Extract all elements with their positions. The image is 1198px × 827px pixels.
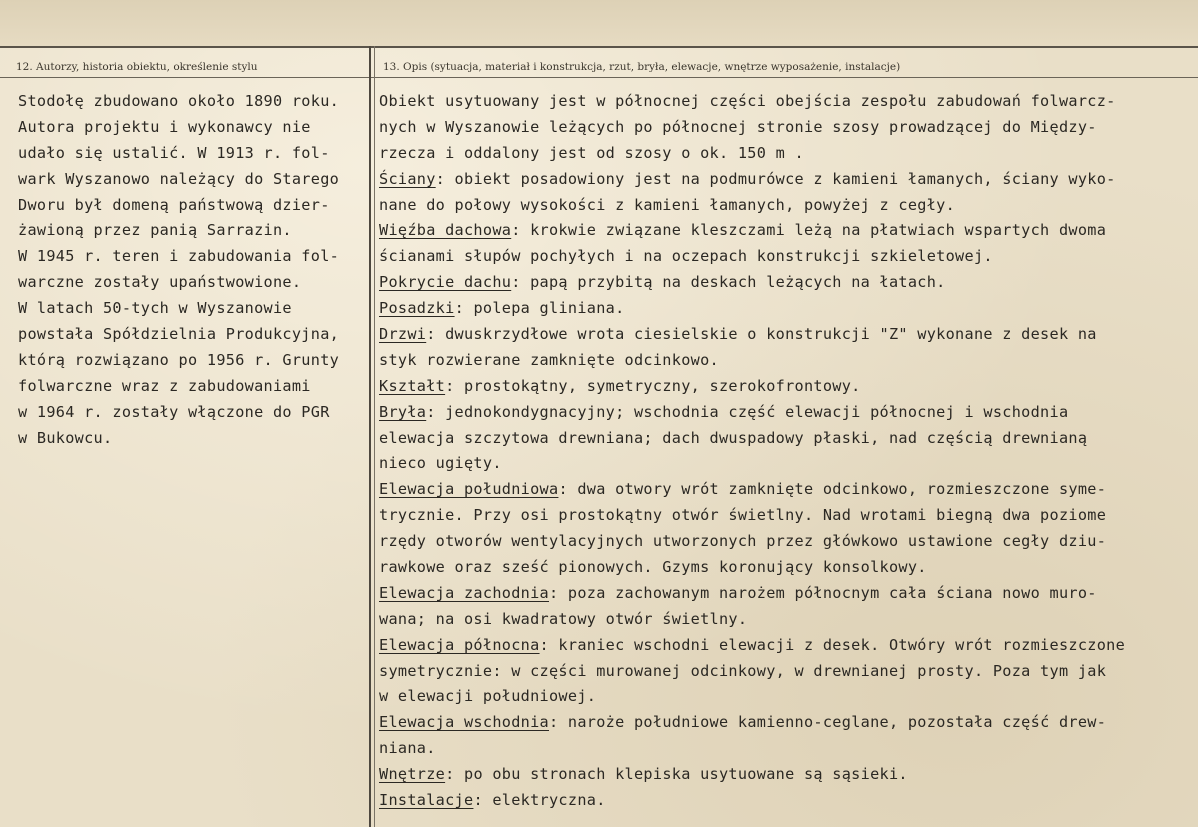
description-text-run: rzędy otworów wentylacyjnych utworzonych przez główkowo ustawione cegły dziu- xyxy=(379,532,1107,551)
description-line xyxy=(379,451,1194,477)
section-heading: Bryła xyxy=(379,402,427,421)
description-line xyxy=(379,581,1194,607)
description-line xyxy=(379,426,1194,452)
column-12-header: 12. Autorzy, historia obiektu, określenie stylu xyxy=(16,61,258,73)
description-line xyxy=(379,115,1194,141)
description-text-run: : prostokątny, symetryczny, szerokofrontowy. xyxy=(445,376,861,395)
description-line xyxy=(379,529,1194,555)
description-line xyxy=(379,659,1194,685)
description-text-run: : naroże południowe kamienno-ceglane, pozostała część drew- xyxy=(549,713,1107,732)
description-line xyxy=(379,762,1194,788)
description-text-run: : po obu stronach klepiska usytuowane są sąsieki. xyxy=(445,765,908,784)
description-line xyxy=(379,322,1194,348)
history-line: Stodołę zbudowano około 1890 roku. xyxy=(18,92,340,110)
section-heading: Pokrycie dachu xyxy=(379,273,512,292)
history-line: w Bukowcu. xyxy=(18,428,113,447)
top-border-line xyxy=(0,46,1198,48)
description-text-run: nane do połowy wysokości z kamieni łamanych, powyżej z cegły. xyxy=(379,195,956,214)
description-text-run: : jednokondygnacyjny; wschodnia część elewacji północnej i wschodnia xyxy=(426,402,1069,421)
header-separator-line xyxy=(0,77,1198,78)
section-heading: Drzwi xyxy=(379,325,427,344)
history-line: Dworu był domeną państwową dzier- xyxy=(18,195,330,214)
description-text-run: : krokwie związane kleszczami leżą na płatwiach wspartych dwoma xyxy=(511,221,1107,240)
description-text-run: symetrycznie: w części murowanej odcinkowy, w drewnianej prosty. Poza tym jak xyxy=(379,661,1107,680)
history-line: powstała Spółdzielnia Produkcyjna, xyxy=(18,325,340,344)
description-text-run: rawkowe oraz sześć pionowych. Gzyms koronujący konsolkowy. xyxy=(379,558,927,577)
column-divider xyxy=(369,46,371,827)
history-line: wark Wyszanowo należący do Starego xyxy=(18,169,340,188)
column-13-header: 13. Opis (sytuacja, materiał i konstrukcja, rzut, bryła, elewacje, wnętrze wyposażenie, instalacje) xyxy=(383,61,901,73)
description-text-run: ścianami słupów pochyłych i na oczepach konstrukcji szkieletowej. xyxy=(379,247,993,266)
description-text-run: rzecza i oddalony jest od szosy o ok. 150 m . xyxy=(379,143,804,162)
description-text-run: Obiekt usytuowany jest w północnej części obejścia zespołu zabudowań folwarcz- xyxy=(379,92,1116,110)
description-line xyxy=(379,684,1194,710)
history-line: udało się ustalić. W 1913 r. fol- xyxy=(18,143,330,162)
description-line xyxy=(379,89,1194,115)
description-text-run: nych w Wyszanowie leżących po północnej stronie szosy prowadzącej do Między- xyxy=(379,117,1097,136)
history-line: W latach 50-tych w Wyszanowie xyxy=(18,299,292,318)
top-margin-band xyxy=(0,0,1198,47)
description-text-run: : polepa gliniana. xyxy=(454,299,625,318)
description-line xyxy=(379,555,1194,581)
description-text-run: nieco ugięty. xyxy=(379,454,502,473)
column-divider-inner xyxy=(374,46,375,827)
section-heading: Kształt xyxy=(379,376,446,395)
history-line: W 1945 r. teren i zabudowania fol- xyxy=(18,247,340,266)
description-text-run: trycznie. Przy osi prostokątny otwór świetlny. Nad wrotami biegną dwa poziome xyxy=(379,506,1107,525)
history-line: żawioną przez panią Sarrazin. xyxy=(18,221,292,240)
description-line xyxy=(379,788,1194,814)
section-heading: Ściany xyxy=(379,169,436,188)
description-text-run: styk rozwierane zamknięte odcinkowo. xyxy=(379,350,719,369)
description-text-run: w elewacji południowej. xyxy=(379,687,597,706)
description-line xyxy=(379,503,1194,529)
description-text-run: : obiekt posadowiony jest na podmurówce z kamieni łamanych, ściany wyko- xyxy=(435,169,1116,188)
section-heading: Więźba dachowa xyxy=(379,221,512,240)
description-text-run: : dwuskrzydłowe wrota ciesielskie o konstrukcji "Z" wykonane z desek na xyxy=(426,325,1097,344)
history-line: warczne zostały upaństwowione. xyxy=(18,273,302,292)
section-heading: Elewacja zachodnia xyxy=(379,583,549,602)
description-line xyxy=(379,244,1194,270)
description-text-run: wana; na osi kwadratowy otwór świetlny. xyxy=(379,609,748,628)
description-line xyxy=(379,736,1194,762)
description-line xyxy=(379,607,1194,633)
description-line xyxy=(379,477,1194,503)
description-line xyxy=(379,374,1194,400)
section-heading: Elewacja wschodnia xyxy=(379,713,549,732)
description-text-run: : elektryczna. xyxy=(473,791,606,810)
description-line xyxy=(379,348,1194,374)
description-line xyxy=(379,193,1194,219)
description-text-run: niana. xyxy=(379,739,436,758)
description-text-run: : dwa otwory wrót zamknięte odcinkowo, rozmieszczone syme- xyxy=(558,480,1107,499)
section-heading: Wnętrze xyxy=(379,765,446,784)
description-text-run: : kraniec wschodni elewacji z desek. Otwóry wrót rozmieszczone xyxy=(539,635,1126,654)
description-line xyxy=(379,633,1194,659)
section-heading: Elewacja południowa xyxy=(379,480,559,499)
history-line: którą rozwiązano po 1956 r. Grunty xyxy=(18,350,340,369)
section-heading: Elewacja północna xyxy=(379,635,540,654)
description-line xyxy=(379,400,1194,426)
history-line: w 1964 r. zostały włączone do PGR xyxy=(18,402,330,421)
description-line xyxy=(379,141,1194,167)
description-line xyxy=(379,218,1194,244)
section-heading: Posadzki xyxy=(379,299,455,318)
history-line: folwarczne wraz z zabudowaniami xyxy=(18,376,311,395)
description-text-run: elewacja szczytowa drewniana; dach dwuspadowy płaski, nad częścią drewnianą xyxy=(379,428,1088,447)
description-line xyxy=(379,296,1194,322)
description-text-run: : papą przybitą na deskach leżących na łatach. xyxy=(511,273,946,292)
description-line xyxy=(379,710,1194,736)
description-text xyxy=(379,89,1194,814)
description-line xyxy=(379,270,1194,296)
section-heading: Instalacje xyxy=(379,791,474,810)
description-text-run: : poza zachowanym narożem północnym cała ściana nowo muro- xyxy=(549,583,1097,602)
history-text xyxy=(18,89,363,451)
description-line xyxy=(379,167,1194,193)
history-line: Autora projektu i wykonawcy nie xyxy=(18,117,311,136)
